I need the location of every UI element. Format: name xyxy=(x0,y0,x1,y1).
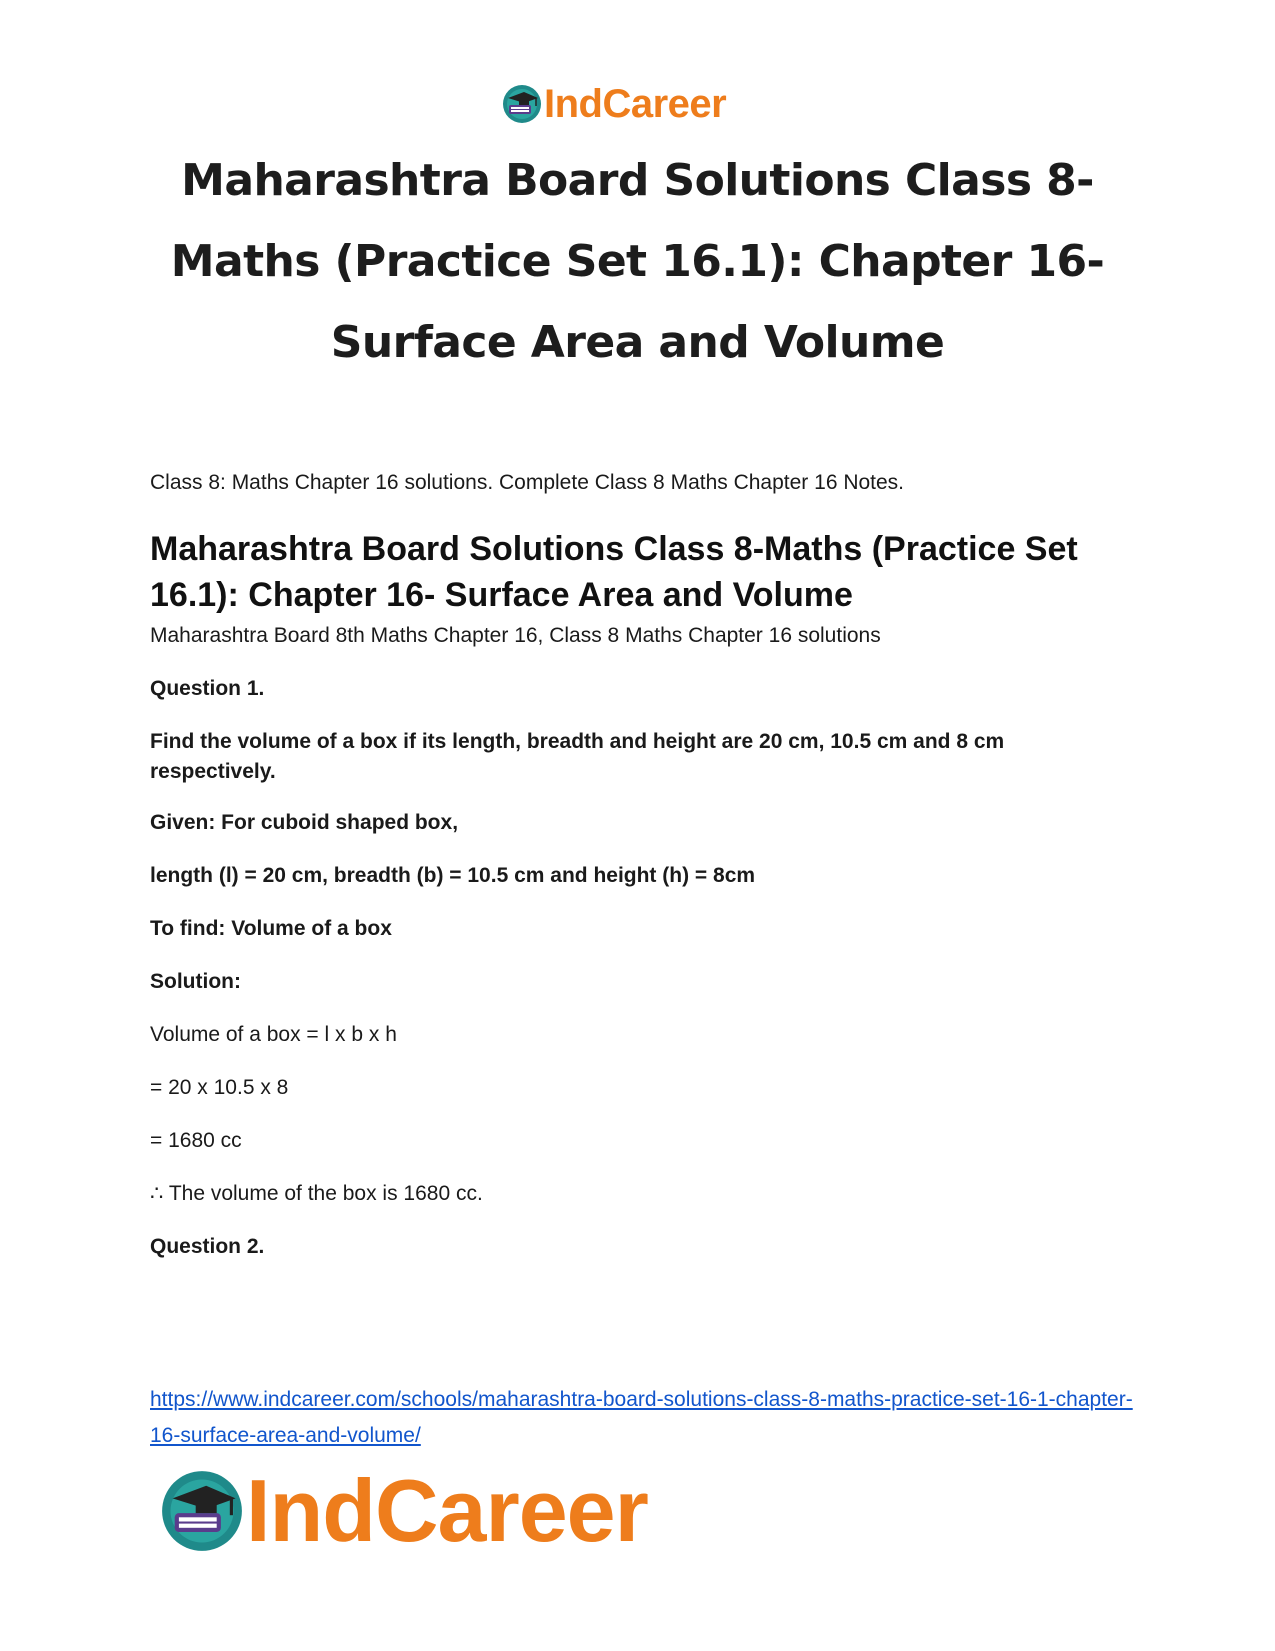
brand-wordmark: IndCareer xyxy=(246,1461,648,1560)
solution-step: Volume of a box = l x b x h xyxy=(150,1023,397,1046)
solution-conclusion: ∴ The volume of the box is 1680 cc. xyxy=(150,1182,483,1205)
brand-wordmark: IndCareer xyxy=(544,82,727,126)
source-url-link[interactable]: https://www.indcareer.com/schools/maharashtra-board-solutions-class-8-maths-practice-set-16-1-chapter-16-surface-area-and-volume/ xyxy=(150,1388,1133,1447)
question-1-text: Find the volume of a box if its length, breadth and height are 20 cm, 10.5 cm and 8 cm respectively. xyxy=(150,730,1005,783)
section-heading: Maharashtra Board Solutions Class 8-Maths (Practice Set 16.1): Chapter 16- Surface Area and Volume xyxy=(150,530,1078,614)
graduation-cap-book-icon xyxy=(502,84,542,124)
question-2-label: Question 2. xyxy=(150,1235,265,1258)
solution-step: = 1680 cc xyxy=(150,1129,242,1152)
subtitle-line: Maharashtra Board 8th Maths Chapter 16, Class 8 Maths Chapter 16 solutions xyxy=(150,624,881,647)
question-1-label: Question 1. xyxy=(150,677,265,700)
solution-label: Solution: xyxy=(150,970,241,993)
solution-step: = 20 x 10.5 x 8 xyxy=(150,1076,289,1099)
page-title: Maharashtra Board Solutions Class 8-Maths (Practice Set 16.1): Chapter 16- Surface Area and Volume xyxy=(170,155,1105,368)
graduation-cap-book-icon xyxy=(160,1469,244,1553)
given-label: Given: For cuboid shaped box, xyxy=(150,811,459,834)
header-logo xyxy=(502,80,726,128)
to-find: To find: Volume of a box xyxy=(150,917,392,940)
intro-paragraph: Class 8: Maths Chapter 16 solutions. Complete Class 8 Maths Chapter 16 Notes. xyxy=(150,471,905,494)
footer-logo xyxy=(160,1461,648,1560)
given-values: length (l) = 20 cm, breadth (b) = 10.5 cm and height (h) = 8cm xyxy=(150,864,756,887)
